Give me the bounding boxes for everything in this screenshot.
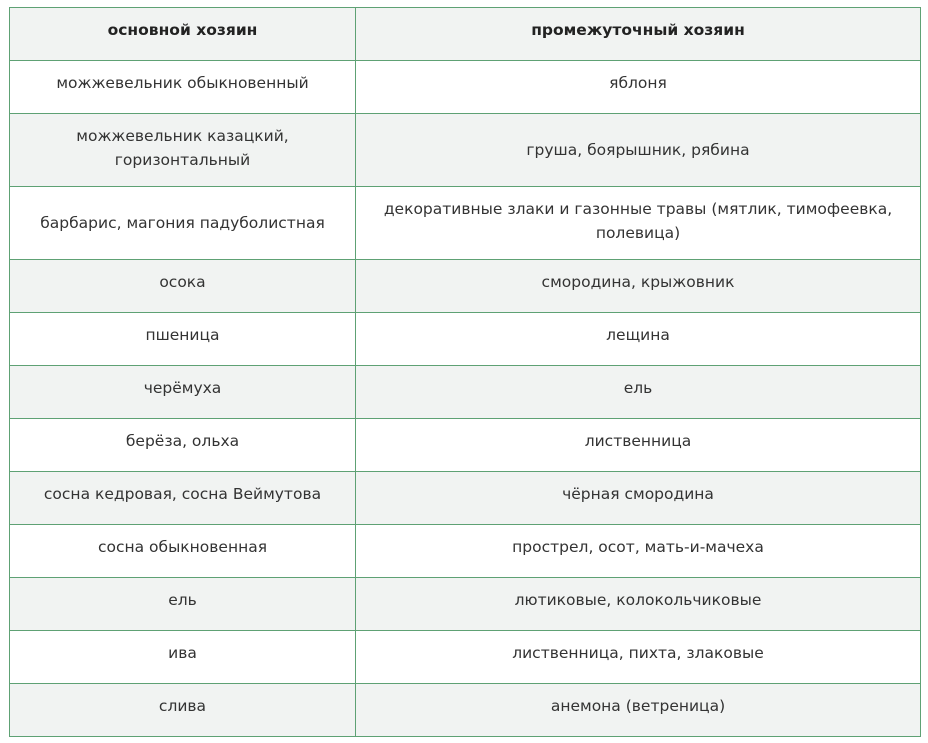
main-host-cell: можжевельник обыкновенный	[10, 61, 356, 114]
main-host-cell: черёмуха	[10, 366, 356, 419]
main-host-cell: ель	[10, 578, 356, 631]
table-row	[10, 114, 921, 187]
table-row	[10, 525, 921, 578]
table-row	[10, 260, 921, 313]
intermediate-host-cell: лиственница	[356, 419, 921, 472]
main-host-cell: барбарис, магония падуболистная	[10, 187, 356, 260]
table-header-row	[10, 8, 921, 61]
intermediate-host-cell: груша, боярышник, рябина	[356, 114, 921, 187]
table-row	[10, 472, 921, 525]
intermediate-host-cell: лиственница, пихта, злаковые	[356, 631, 921, 684]
intermediate-host-cell: лещина	[356, 313, 921, 366]
host-table	[9, 7, 921, 737]
host-table-container	[9, 7, 920, 737]
intermediate-host-cell: декоративные злаки и газонные травы (мятлик, тимофеевка, полевица)	[356, 187, 921, 260]
main-host-cell: пшеница	[10, 313, 356, 366]
table-row	[10, 313, 921, 366]
table-row	[10, 684, 921, 737]
intermediate-host-cell: смородина, крыжовник	[356, 260, 921, 313]
intermediate-host-cell: лютиковые, колокольчиковые	[356, 578, 921, 631]
header-main-host: основной хозяин	[10, 8, 356, 61]
intermediate-host-cell: ель	[356, 366, 921, 419]
main-host-cell: слива	[10, 684, 356, 737]
intermediate-host-cell: анемона (ветреница)	[356, 684, 921, 737]
main-host-cell: сосна кедровая, сосна Веймутова	[10, 472, 356, 525]
intermediate-host-cell: чёрная смородина	[356, 472, 921, 525]
table-row	[10, 187, 921, 260]
main-host-cell: ива	[10, 631, 356, 684]
intermediate-host-cell: прострел, осот, мать-и-мачеха	[356, 525, 921, 578]
table-row	[10, 61, 921, 114]
intermediate-host-cell: яблоня	[356, 61, 921, 114]
header-intermediate-host: промежуточный хозяин	[356, 8, 921, 61]
main-host-cell: можжевельник казацкий, горизонтальный	[10, 114, 356, 187]
main-host-cell: осока	[10, 260, 356, 313]
table-row	[10, 366, 921, 419]
main-host-cell: сосна обыкновенная	[10, 525, 356, 578]
table-row	[10, 631, 921, 684]
table-row	[10, 419, 921, 472]
table-row	[10, 578, 921, 631]
main-host-cell: берёза, ольха	[10, 419, 356, 472]
